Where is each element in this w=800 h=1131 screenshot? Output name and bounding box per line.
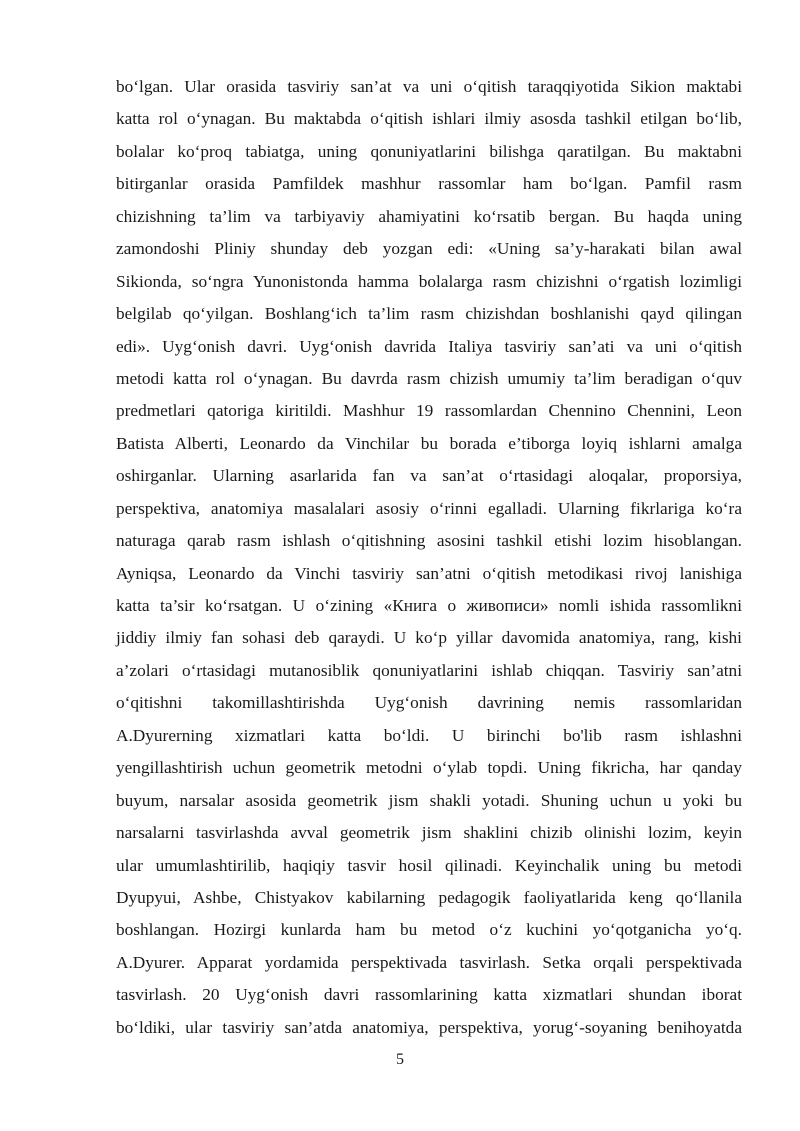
- text-line: jiddiy ilmiy fan sohasi deb qaraydi. U ko‘p yillar davomida anatomiya, rang, kishi: [116, 628, 742, 648]
- text-line: perspektiva, anatomiya masalalari asosiy o‘rinni egalladi. Ularning fikrlariga ko‘ra: [116, 498, 742, 518]
- text-line: boshlangan. Hozirgi kunlarda ham bu metod o‘z kuchini yo‘qotganicha yo‘q.: [116, 920, 742, 940]
- text-line: predmetlari qatoriga kiritildi. Mashhur 19 rassomlardan Chennino Chennini, Leon: [116, 401, 742, 421]
- text-line: katta ta’sir ko‘rsatgan. U o‘zining «Книга о живописи» nomli ishida rassomlikni: [116, 596, 742, 615]
- text-line: bitirganlar orasida Pamfildek mashhur rassomlar ham bo‘lgan. Pamfil rasm: [116, 174, 742, 194]
- text-line: bolalar ko‘proq tabiatga, uning qonuniyatlarini bilishga qaratilgan. Bu maktabni: [116, 141, 742, 161]
- text-line: bo‘ldiki, ular tasviriy san’atda anatomiya, perspektiva, yorug‘-soyaning benihoyatda: [116, 1017, 742, 1037]
- text-line: chizishning ta’lim va tarbiyaviy ahamiyatini ko‘rsatib bergan. Bu haqda uning: [116, 206, 742, 226]
- text-line: o‘qitishni takomillashtirishda Uyg‘onish davrining nemis rassomlaridan: [116, 693, 742, 713]
- text-line: Sikionda, so‘ngra Yunonistonda hamma bolalarga rasm chizishni o‘rgatish lozimligi: [116, 271, 742, 291]
- text-line: oshirganlar. Ularning asarlarida fan va san’at o‘rtasidagi aloqalar, proporsiya,: [116, 466, 742, 486]
- text-line: Dyupyui, Ashbe, Chistyakov kabilarning pedagogik faoliyatlarida keng qo‘llanila: [116, 887, 742, 907]
- text-line: tasvirlash. 20 Uyg‘onish davri rassomlarining katta xizmatlari shundan iborat: [116, 985, 742, 1005]
- text-line: yengillashtirish uchun geometrik metodni o‘ylab topdi. Uning fikricha, har qanday: [116, 758, 742, 778]
- text-line: buyum, narsalar asosida geometrik jism shakli yotadi. Shuning uchun u yoki bu: [116, 790, 742, 810]
- page-number: 5: [396, 1051, 404, 1068]
- body-paragraph: [116, 71, 742, 1044]
- text-line: A.Dyurer. Apparat yordamida perspektivada tasvirlash. Setka orqali perspektivada: [116, 952, 742, 972]
- text-line: narsalarni tasvirlashda avval geometrik jism shaklini chizib olinishi lozim, keyin: [116, 823, 742, 843]
- text-line: naturaga qarab rasm ishlash o‘qitishning asosini tashkil etishi lozim hisoblangan.: [116, 531, 742, 551]
- text-line: Batista Alberti, Leonardo da Vinchilar bu borada e’tiborga loyiq ishlarni amalga: [116, 433, 742, 453]
- text-line: a’zolari o‘rtasidagi mutanosiblik qonuniyatlarini ishlab chiqqan. Tasviriy san’atni: [116, 660, 742, 680]
- text-line: metodi katta rol o‘ynagan. Bu davrda rasm chizish umumiy ta’lim beradigan o‘quv: [116, 368, 742, 388]
- text-line: A.Dyurerning xizmatlari katta bo‘ldi. U birinchi bo'lib rasm ishlashni: [116, 725, 742, 745]
- text-line: bo‘lgan. Ular orasida tasviriy san’at va uni o‘qitish taraqqiyotida Sikion maktabi: [116, 77, 742, 96]
- text-line: katta rol o‘ynagan. Bu maktabda o‘qitish ishlari ilmiy asosda tashkil etilgan bo‘lib,: [116, 109, 742, 129]
- text-line: zamondoshi Pliniy shunday deb yozgan edi: «Uning sa’y-harakati bilan awal: [116, 239, 742, 259]
- text-line: edi». Uyg‘onish davri. Uyg‘onish davrida Italiya tasviriy san’ati va uni o‘qitish: [116, 336, 742, 356]
- text-line: belgilab qo‘yilgan. Boshlang‘ich ta’lim rasm chizishdan boshlanishi qayd qilingan: [116, 304, 742, 324]
- text-line: Ayniqsa, Leonardo da Vinchi tasviriy san’atni o‘qitish metodikasi rivoj lanishiga: [116, 563, 742, 583]
- text-line: ular umumlashtirilib, haqiqiy tasvir hosil qilinadi. Keyinchalik uning bu metodi: [116, 855, 742, 875]
